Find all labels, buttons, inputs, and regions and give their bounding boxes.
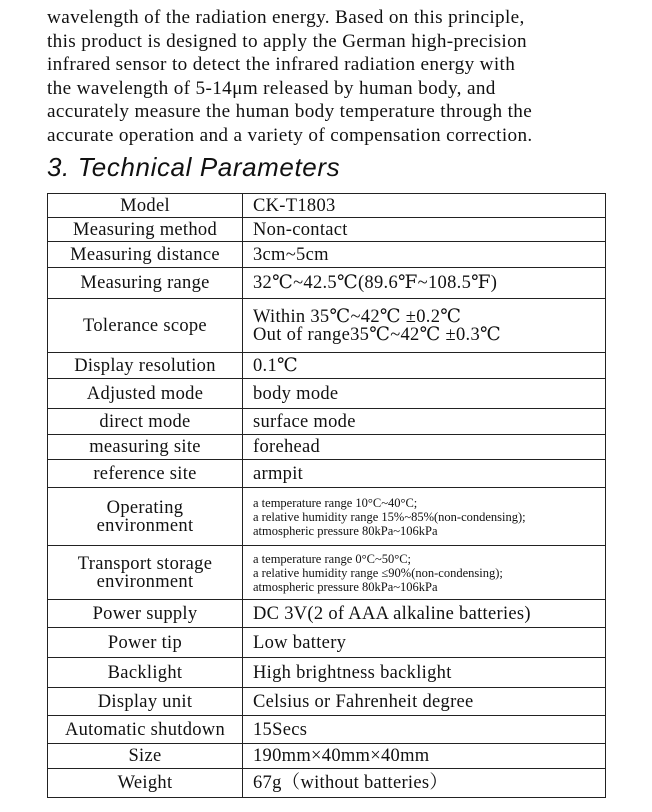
intro-line: the wavelength of 5-14μm released by human body, and xyxy=(47,77,496,99)
parameter-label xyxy=(48,769,243,798)
parameter-label xyxy=(48,409,243,435)
value-line: body mode xyxy=(253,383,339,404)
table-row xyxy=(48,379,606,409)
intro-line: accurately measure the human body temperature through the xyxy=(47,101,533,123)
parameter-label xyxy=(48,546,243,600)
table-row xyxy=(48,744,606,769)
parameter-value xyxy=(243,716,606,744)
parameter-label xyxy=(48,194,243,218)
label-line: Size xyxy=(128,746,162,766)
label-line: Transport storage xyxy=(77,553,213,574)
value-line: 67g（without batteries） xyxy=(253,773,449,793)
table-row xyxy=(48,218,606,242)
intro-line: infrared sensor to detect the infrared radiation energy with xyxy=(47,54,516,76)
table-row xyxy=(48,658,606,688)
label-line: Tolerance scope xyxy=(83,315,207,336)
value-line: forehead xyxy=(253,437,321,457)
parameter-value xyxy=(243,688,606,716)
value-line: atmospheric pressure 80kPa~106kPa xyxy=(253,579,438,594)
label-line: Measuring range xyxy=(80,273,210,293)
label-line: measuring site xyxy=(89,437,201,457)
parameter-label xyxy=(48,688,243,716)
table-row xyxy=(48,628,606,658)
label-line: Operating xyxy=(106,497,184,518)
parameter-label xyxy=(48,242,243,268)
parameter-label xyxy=(48,600,243,628)
parameter-label xyxy=(48,379,243,409)
label-line: reference site xyxy=(93,463,197,484)
table-row xyxy=(48,688,606,716)
value-line: DC 3V(2 of AAA alkaline batteries) xyxy=(253,603,531,624)
parameter-value xyxy=(243,769,606,798)
value-line: a temperature range 0°C~50°C; xyxy=(253,551,412,566)
table-row xyxy=(48,769,606,798)
parameter-value xyxy=(243,658,606,688)
table-row xyxy=(48,460,606,488)
parameter-label xyxy=(48,658,243,688)
table-row xyxy=(48,488,606,546)
parameter-value xyxy=(243,546,606,600)
label-line: Power supply xyxy=(92,603,198,624)
label-line: Adjusted mode xyxy=(86,383,204,404)
parameter-value xyxy=(243,409,606,435)
parameter-value xyxy=(243,268,606,299)
parameter-label xyxy=(48,353,243,379)
section-title: 3. Technical Parameters xyxy=(47,152,341,182)
label-line: Power tip xyxy=(107,632,183,653)
parameter-value xyxy=(243,242,606,268)
value-line: a relative humidity range 15%~85%(non-condensing); xyxy=(253,509,526,524)
parameter-value xyxy=(243,353,606,379)
parameter-label xyxy=(48,299,243,353)
table-row xyxy=(48,409,606,435)
value-line: Low battery xyxy=(253,632,347,653)
parameter-value xyxy=(243,628,606,658)
value-line: Non-contact xyxy=(253,219,348,240)
table-row xyxy=(48,194,606,218)
parameter-label xyxy=(48,716,243,744)
label-line: Display resolution xyxy=(74,355,216,376)
label-line: Measuring method xyxy=(72,219,218,240)
parameter-label xyxy=(48,488,243,546)
value-line: surface mode xyxy=(253,411,356,432)
table-row xyxy=(48,546,606,600)
label-line: Measuring distance xyxy=(70,244,220,265)
value-line: Within 35℃~42℃ ±0.2℃ xyxy=(253,306,462,327)
value-line: Out of range35℃~42℃ ±0.3℃ xyxy=(253,324,501,345)
intro-line: this product is designed to apply the German high-precision xyxy=(47,30,527,52)
table-row xyxy=(48,716,606,744)
table-row xyxy=(48,268,606,299)
label-line: Display unit xyxy=(97,691,193,712)
parameter-value xyxy=(243,460,606,488)
value-line: 190mm×40mm×40mm xyxy=(253,746,430,766)
value-line: a temperature range 10°C~40°C; xyxy=(253,495,418,510)
table-row xyxy=(48,600,606,628)
parameter-value xyxy=(243,435,606,460)
value-line: High brightness backlight xyxy=(253,662,452,683)
table-row xyxy=(48,299,606,353)
table-row xyxy=(48,435,606,460)
parameter-label xyxy=(48,628,243,658)
label-line: environment xyxy=(96,571,194,592)
parameter-value xyxy=(243,488,606,546)
table-row xyxy=(48,242,606,268)
parameter-label xyxy=(48,218,243,242)
value-line: 32℃~42.5℃(89.6℉~108.5℉) xyxy=(253,273,498,293)
parameter-label xyxy=(48,460,243,488)
label-line: Weight xyxy=(117,773,173,793)
parameter-value xyxy=(243,218,606,242)
value-line: a relative humidity range ≤90%(non-condensing); xyxy=(253,565,503,580)
parameter-label xyxy=(48,435,243,460)
label-line: direct mode xyxy=(99,411,191,432)
intro-line: wavelength of the radiation energy. Based on this principle, xyxy=(47,7,525,28)
value-line: 3cm~5cm xyxy=(253,244,329,265)
parameter-value xyxy=(243,299,606,353)
parameter-value xyxy=(243,600,606,628)
label-line: Backlight xyxy=(107,662,183,683)
label-line: Automatic shutdown xyxy=(64,719,226,740)
technical-parameters-table xyxy=(47,193,606,798)
intro-paragraph xyxy=(47,6,637,148)
parameter-label xyxy=(48,744,243,769)
value-line: Celsius or Fahrenheit degree xyxy=(253,691,474,712)
intro-line: accurate operation and a variety of compensation correction. xyxy=(47,124,533,146)
value-line: 15Secs xyxy=(253,719,308,740)
table-row xyxy=(48,353,606,379)
value-line: atmospheric pressure 80kPa~106kPa xyxy=(253,523,438,538)
value-line: 0.1℃ xyxy=(253,355,299,376)
label-line: environment xyxy=(96,515,194,536)
value-line: armpit xyxy=(253,463,304,484)
value-line: CK-T1803 xyxy=(253,195,336,216)
parameter-value xyxy=(243,744,606,769)
label-line: Model xyxy=(120,195,170,216)
parameter-label xyxy=(48,268,243,299)
parameter-value xyxy=(243,194,606,218)
parameter-value xyxy=(243,379,606,409)
